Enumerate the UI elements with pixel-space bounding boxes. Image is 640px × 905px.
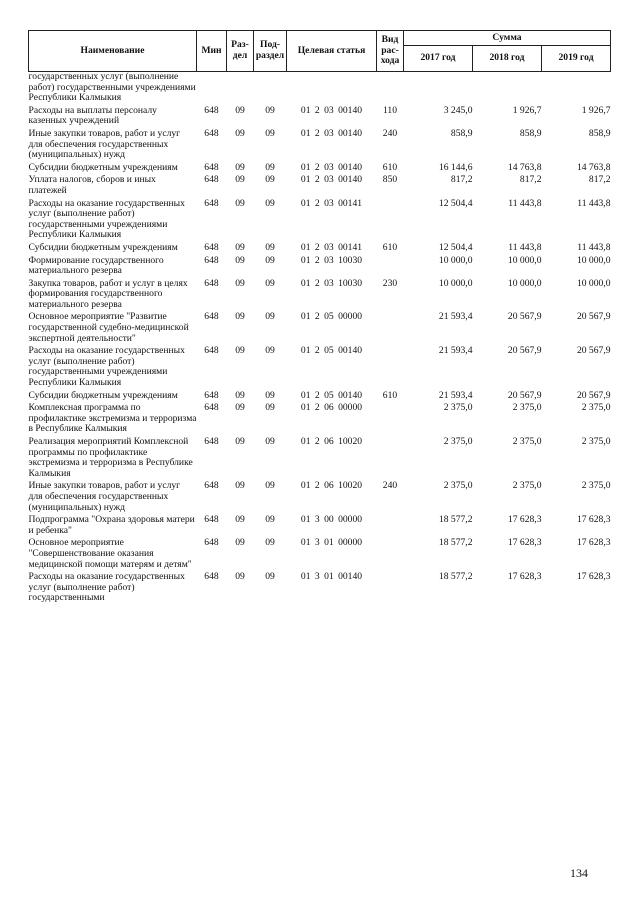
- row-vid: 110: [382, 104, 398, 116]
- row-sum-2017: [404, 72, 473, 104]
- row-vid: [377, 513, 404, 536]
- row-podrazdel: 09: [265, 127, 275, 139]
- row-sum-2019: 10 000,0: [576, 254, 611, 266]
- row-vid: 230: [382, 277, 398, 289]
- row-vid: [377, 344, 404, 388]
- row-target: [287, 72, 377, 104]
- row-podrazdel: 09: [265, 277, 275, 289]
- table-row: [29, 513, 611, 536]
- row-sum-2018: 20 567,9: [507, 345, 542, 357]
- row-razdel: 09: [235, 345, 245, 357]
- row-podrazdel: 09: [265, 241, 275, 253]
- row-name: Субсидии бюджетным учреждениям: [28, 161, 178, 173]
- row-sum-2018: 817,2: [519, 174, 542, 186]
- row-target: 01 2 05 00140: [300, 389, 363, 401]
- row-sum-2019: 20 567,9: [576, 389, 611, 401]
- row-podrazdel: 09: [265, 436, 275, 447]
- row-razdel: 09: [235, 514, 245, 526]
- row-sum-2017: 21 593,4: [438, 311, 473, 323]
- row-sum-2019: 20 567,9: [576, 311, 611, 323]
- row-vid: [377, 570, 404, 604]
- row-min: 648: [204, 402, 219, 414]
- table-body: [29, 72, 611, 604]
- row-sum-2017: 2 375,0: [443, 436, 473, 447]
- row-sum-2018: 20 567,9: [507, 311, 542, 323]
- row-sum-2017: 10 000,0: [438, 254, 473, 266]
- table-row: [29, 197, 611, 241]
- row-vid: 850: [382, 174, 398, 186]
- row-sum-2019: 11 443,8: [577, 197, 611, 209]
- row-target: 01 2 03 00141: [300, 197, 363, 209]
- row-name: Основное мероприятие "Совершенствование оказания медицинской помощи матерям и детям": [28, 537, 192, 570]
- table-row: [29, 344, 611, 388]
- row-razdel: 09: [235, 480, 245, 492]
- table-row: [29, 104, 611, 127]
- table-row: [29, 389, 611, 402]
- row-min: 648: [204, 277, 219, 289]
- table-row: [29, 570, 611, 604]
- row-target: 01 2 05 00140: [300, 345, 363, 357]
- row-sum-2019: 2 375,0: [581, 402, 611, 414]
- row-target: 01 2 05 00000: [300, 311, 363, 323]
- header-vid: Вид рас- хода: [377, 31, 404, 72]
- row-sum-2019: [542, 72, 611, 104]
- row-name: Иные закупки товаров, работ и услуг для обеспечения государственных (муниципальных) нужд: [28, 480, 181, 513]
- row-podrazdel: 09: [265, 174, 275, 186]
- row-razdel: 09: [235, 277, 245, 289]
- table-row: [29, 254, 611, 277]
- row-sum-2019: 20 567,9: [576, 345, 611, 357]
- table-row: [29, 536, 611, 570]
- header-name: Наименование: [29, 31, 197, 72]
- row-vid: [377, 401, 404, 435]
- row-min: 648: [204, 436, 219, 447]
- table-row: [29, 310, 611, 344]
- row-sum-2018: 11 443,8: [508, 197, 542, 209]
- row-podrazdel: [254, 72, 287, 104]
- row-target: 01 2 03 10030: [300, 254, 363, 266]
- row-sum-2017: 3 245,0: [443, 104, 473, 116]
- row-sum-2018: 11 443,8: [508, 241, 542, 253]
- row-sum-2019: 2 375,0: [581, 480, 611, 492]
- row-sum-2019: 858,9: [588, 127, 611, 139]
- table-row: [29, 241, 611, 254]
- row-name: Основное мероприятие "Развитие государственной судебно-медицинской экспертной деятельности": [28, 311, 189, 344]
- row-target: 01 3 01 00140: [300, 571, 363, 583]
- row-min: 648: [204, 197, 219, 209]
- row-podrazdel: 09: [265, 480, 275, 492]
- row-sum-2019: 2 375,0: [581, 436, 611, 447]
- row-min: 648: [204, 161, 219, 173]
- row-razdel: 09: [235, 402, 245, 414]
- row-sum-2018: 2 375,0: [512, 480, 542, 492]
- header-razdel: Раз- дел: [227, 31, 254, 72]
- row-sum-2019: 17 628,3: [576, 537, 611, 549]
- row-sum-2018: 17 628,3: [507, 514, 542, 526]
- header-2019: 2019 год: [542, 46, 611, 72]
- row-podrazdel: 09: [265, 197, 275, 209]
- row-podrazdel: 09: [265, 254, 275, 266]
- header-target: Целевая статья: [287, 31, 377, 72]
- row-target: 01 2 03 00140: [300, 161, 363, 173]
- row-podrazdel: 09: [265, 402, 275, 414]
- row-razdel: 09: [235, 537, 245, 549]
- header-2017: 2017 год: [404, 46, 473, 72]
- header-podrazdel: Под- раздел: [254, 31, 287, 72]
- row-min: [197, 72, 227, 104]
- row-vid: [377, 254, 404, 277]
- table-row: [29, 401, 611, 435]
- row-razdel: 09: [235, 241, 245, 253]
- row-name: Расходы на оказание государственных услуг (выполнение работ) государственными учреждениями Республики Калмыкия: [28, 345, 185, 389]
- row-sum-2017: 18 577,2: [438, 537, 473, 549]
- table-row: [29, 435, 611, 479]
- row-sum-2018: 2 375,0: [512, 402, 542, 414]
- row-name: Субсидии бюджетным учреждениям: [28, 389, 178, 401]
- row-sum-2017: 21 593,4: [438, 345, 473, 357]
- row-name: Комплексная программа по профилактике экстремизма и терроризма в Республике Калмыкия: [28, 402, 197, 435]
- row-min: 648: [204, 571, 219, 583]
- row-razdel: 09: [235, 104, 245, 116]
- row-name: Расходы на оказание государственных услуг (выполнение работ) государственными учреждениями Республики Калмыкия: [28, 197, 185, 241]
- row-podrazdel: 09: [265, 537, 275, 549]
- row-sum-2017: 12 504,4: [438, 197, 473, 209]
- row-razdel: 09: [235, 127, 245, 139]
- row-vid: 610: [382, 161, 398, 173]
- row-name: Иные закупки товаров, работ и услуг для обеспечения государственных (муниципальных) нужд: [28, 127, 181, 161]
- row-sum-2017: 2 375,0: [443, 480, 473, 492]
- row-sum-2019: 14 763,8: [576, 161, 611, 173]
- row-min: 648: [204, 241, 219, 253]
- row-min: 648: [204, 174, 219, 186]
- row-razdel: 09: [235, 174, 245, 186]
- header-sum: Сумма: [404, 31, 611, 46]
- row-sum-2017: 18 577,2: [438, 514, 473, 526]
- page-number: 134: [570, 866, 588, 880]
- row-vid: 610: [382, 241, 398, 253]
- row-sum-2019: 17 628,3: [576, 571, 611, 583]
- row-sum-2017: 858,9: [450, 127, 473, 139]
- row-sum-2017: 12 504,4: [438, 241, 473, 253]
- row-vid: 610: [382, 389, 398, 401]
- row-sum-2018: 858,9: [519, 127, 542, 139]
- row-min: 648: [204, 311, 219, 323]
- row-sum-2017: 2 375,0: [443, 402, 473, 414]
- row-podrazdel: 09: [265, 104, 275, 116]
- row-sum-2017: 817,2: [450, 174, 473, 186]
- row-name: государственных услуг (выполнение работ) государственными учреждениями Республики Калмыкия: [28, 71, 196, 104]
- row-sum-2019: 17 628,3: [576, 514, 611, 526]
- row-target: 01 2 06 00000: [300, 402, 363, 414]
- table-row: [29, 277, 611, 311]
- row-sum-2019: 817,2: [588, 174, 611, 186]
- row-sum-2017: 21 593,4: [438, 389, 473, 401]
- row-sum-2019: 1 926,7: [581, 104, 611, 116]
- row-sum-2018: 10 000,0: [507, 254, 542, 266]
- row-vid: 240: [382, 480, 398, 492]
- row-sum-2018: [473, 72, 542, 104]
- row-razdel: [227, 72, 254, 104]
- row-target: 01 2 06 10020: [300, 436, 363, 447]
- row-razdel: 09: [235, 571, 245, 583]
- row-razdel: 09: [235, 436, 245, 447]
- row-name: Субсидии бюджетным учреждениям: [28, 241, 178, 253]
- row-sum-2018: 1 926,7: [512, 104, 542, 116]
- row-name: Формирование государственного материального резерва: [28, 254, 164, 277]
- row-name: Подпрограмма "Охрана здоровья матери и ребенка": [28, 514, 195, 536]
- row-min: 648: [204, 389, 219, 401]
- row-vid: [377, 435, 404, 479]
- row-name: Реализация мероприятий Комплексной программы по профилактике экстремизма и терроризма в Республике Калмыкия: [28, 436, 193, 479]
- table-row: [29, 173, 611, 196]
- row-target: 01 2 03 00140: [300, 104, 363, 116]
- row-target: 01 2 03 00141: [300, 241, 363, 253]
- row-vid: [377, 536, 404, 570]
- row-vid: [377, 310, 404, 344]
- table-row: [29, 127, 611, 161]
- row-target: 01 2 03 00140: [300, 127, 363, 139]
- row-min: 648: [204, 480, 219, 492]
- row-name: Расходы на выплаты персоналу казенных учреждений: [28, 104, 157, 127]
- row-target: 01 3 01 00000: [300, 537, 363, 549]
- row-podrazdel: 09: [265, 571, 275, 583]
- row-podrazdel: 09: [265, 311, 275, 323]
- row-min: 648: [204, 345, 219, 357]
- row-name: Уплата налогов, сборов и иных платежей: [28, 174, 156, 196]
- header-min: Мин: [197, 31, 227, 72]
- row-min: 648: [204, 104, 219, 116]
- row-min: 648: [204, 127, 219, 139]
- row-sum-2018: 17 628,3: [507, 571, 542, 583]
- row-sum-2018: 17 628,3: [507, 537, 542, 549]
- row-name: Закупка товаров, работ и услуг в целях формирования государственного материального резерва: [28, 277, 188, 310]
- row-sum-2019: 11 443,8: [577, 241, 611, 253]
- row-sum-2018: 2 375,0: [512, 436, 542, 447]
- row-sum-2018: 20 567,9: [507, 389, 542, 401]
- row-vid: [377, 72, 404, 104]
- row-target: 01 2 03 00140: [300, 174, 363, 186]
- row-sum-2019: 10 000,0: [576, 277, 611, 289]
- table-row: [29, 72, 611, 104]
- row-razdel: 09: [235, 254, 245, 266]
- row-razdel: 09: [235, 389, 245, 401]
- row-podrazdel: 09: [265, 345, 275, 357]
- budget-page: [28, 30, 610, 604]
- table-row: [29, 479, 611, 513]
- row-razdel: 09: [235, 161, 245, 173]
- row-target: 01 2 03 10030: [300, 277, 363, 289]
- row-min: 648: [204, 514, 219, 526]
- row-sum-2017: 10 000,0: [438, 277, 473, 289]
- row-min: 648: [204, 537, 219, 549]
- row-target: 01 2 06 10020: [300, 480, 363, 492]
- row-sum-2017: 16 144,6: [438, 161, 473, 173]
- row-podrazdel: 09: [265, 389, 275, 401]
- row-sum-2018: 10 000,0: [507, 277, 542, 289]
- table-row: [29, 161, 611, 174]
- row-razdel: 09: [235, 311, 245, 323]
- row-sum-2018: 14 763,8: [507, 161, 542, 173]
- row-min: 648: [204, 254, 219, 266]
- row-vid: 240: [382, 127, 398, 139]
- row-name: Расходы на оказание государственных услуг (выполнение работ) государственными: [28, 571, 185, 604]
- row-podrazdel: 09: [265, 161, 275, 173]
- row-razdel: 09: [235, 197, 245, 209]
- row-sum-2017: 18 577,2: [438, 571, 473, 583]
- row-vid: [377, 197, 404, 241]
- table-header: [29, 31, 611, 72]
- header-2018: 2018 год: [473, 46, 542, 72]
- budget-table: [28, 30, 611, 604]
- row-target: 01 3 00 00000: [300, 514, 363, 526]
- row-podrazdel: 09: [265, 514, 275, 526]
